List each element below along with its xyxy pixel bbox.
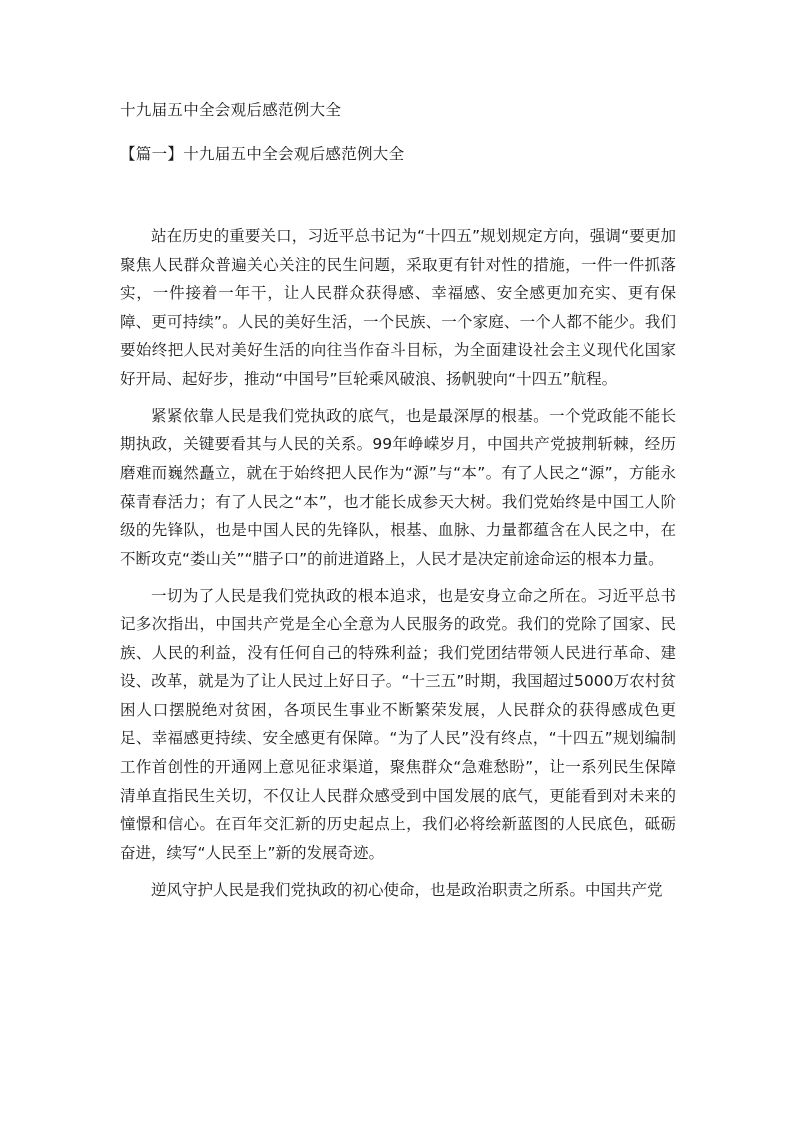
document-title: 十九届五中全会观后感范例大全	[120, 101, 342, 119]
document-body	[120, 222, 676, 904]
paragraph-4: 逆风守护人民是我们党执政的初心使命，也是政治职责之所系。中国共产党	[151, 880, 663, 899]
paragraph-1: 站在历史的重要关口，习近平总书记为“十四五”规划规定方向，强调“要更加聚焦人民群众普遍关心关注的民生问题，采取更有针对性的措施，一件一件抓落实，一件接着一年干，让人民群众获得感、幸福感、安全感更加充实、更有保障、更可持续”。人民的美好生活，一个民族、一个家庭、一个人都不能少。我们要始终把人民对美好生活的向往当作奋斗目标，为全面建设社会主义现代化国家好开局、起好步，推动“中国号”巨轮乘风破浪、扬帆驶向“十四五”航程。	[120, 227, 676, 388]
paragraph-3: 一切为了人民是我们党执政的根本追求，也是安身立命之所在。习近平总书记多次指出，中国共产党是全心全意为人民服务的政党。我们的党除了国家、民族、人民的利益，没有任何自己的特殊利益；我们党团结带领人民进行革命、建设、改革，就是为了让人民过上好日子。“十三五”时期，我国超过5000万农村贫困人口摆脱绝对贫困，各项民生事业不断繁荣发展，人民群众的获得感成色更足、幸福感更持续、安全感更有保障。“为了人民”没有终点，“十四五”规划编制工作首创性的开通网上意见征求渠道，聚焦群众“急难愁盼”，让一系列民生保障清单直指民生关切，不仅让人民群众感受到中国发展的底气，更能看到对未来的憧憬和信心。在百年交汇新的历史起点上，我们必将绘新蓝图的人民底色，砥砺奋进，续写“人民至上”新的发展奇迹。	[120, 586, 676, 862]
paragraph-2: 紧紧依靠人民是我们党执政的底气，也是最深厚的根基。一个党政能不能长期执政，关键要看其与人民的关系。99年峥嵘岁月，中国共产党披荆斩棘，经历磨难而巍然矗立，就在于始终把人民作为“源”与“本”。有了人民之“源”，方能永葆青春活力；有了人民之“本”，也才能长成参天大树。我们党始终是中国工人阶级的先锋队，也是中国人民的先锋队，根基、血脉、力量都蕴含在人民之中，在不断攻克“娄山关”“腊子口”的前进道路上，人民才是决定前途命运的根本力量。	[120, 406, 676, 568]
section-heading: 【篇一】十九届五中全会观后感范例大全	[120, 145, 405, 163]
